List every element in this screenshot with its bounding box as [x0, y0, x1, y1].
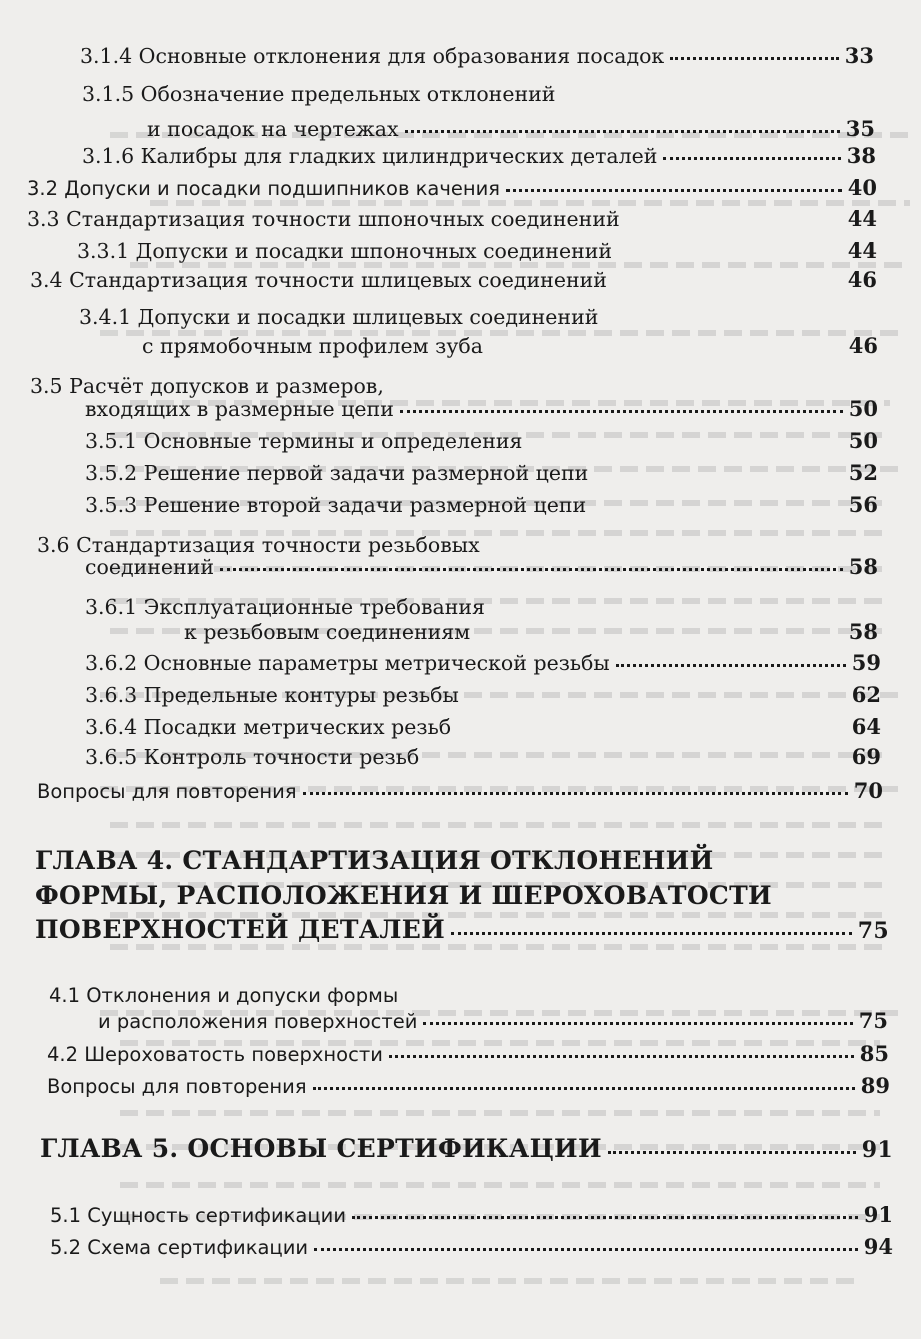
toc-entry[interactable] [27, 208, 877, 230]
toc-entry-page: 52 [848, 460, 878, 485]
dot-leader [608, 1151, 856, 1154]
toc-entry[interactable] [40, 1136, 893, 1161]
toc-entry-title: и расположения поверхностей [98, 1010, 418, 1033]
toc-entry-title: 3.2 Допуски и посадки подшипников качения [27, 177, 501, 200]
toc-entry[interactable] [85, 684, 881, 706]
toc-entry[interactable] [147, 118, 875, 140]
toc-entry[interactable] [85, 462, 878, 484]
toc-entry[interactable] [27, 177, 877, 199]
toc-entry[interactable] [98, 1010, 888, 1032]
chapter-heading: ПОВЕРХНОСТЕЙ ДЕТАЛЕЙ [35, 915, 446, 944]
toc-entry-title: 3.4 Стандартизация точности шлицевых соединений [30, 268, 607, 292]
dot-leader [400, 410, 843, 413]
toc-entry-title: 4.2 Шероховатость поверхности [47, 1043, 383, 1066]
chapter-heading: ГЛАВА 4. СТАНДАРТИЗАЦИЯ ОТКЛОНЕНИЙ [35, 846, 714, 875]
toc-entry-title: 3.5.3 Решение второй задачи размерной цепи [85, 493, 587, 517]
toc-entry-page: 69 [851, 744, 881, 769]
toc-entry-page: 58 [848, 619, 878, 644]
toc-entry[interactable] [85, 652, 881, 674]
toc-entry[interactable] [80, 45, 874, 67]
toc-entry-title: 3.6.4 Посадки метрических резьб [85, 715, 452, 739]
toc-entry[interactable] [47, 1043, 889, 1065]
toc-entry-title: 4.1 Отклонения и допуски формы [49, 984, 399, 1007]
dot-leader [451, 932, 852, 935]
toc-entry[interactable] [142, 335, 878, 357]
chapter-heading: ГЛАВА 5. ОСНОВЫ СЕРТИФИКАЦИИ [40, 1134, 602, 1163]
dot-leader [663, 157, 840, 160]
dot-leader [303, 792, 848, 795]
toc-entry-page: 50 [848, 428, 878, 453]
toc-entry[interactable] [85, 398, 878, 420]
dot-leader [506, 189, 842, 192]
toc-entry-title: с прямобочным профилем зуба [142, 334, 483, 358]
dot-leader [423, 1022, 852, 1025]
toc-entry-page: 38 [846, 143, 876, 168]
dot-leader [313, 1087, 855, 1090]
toc-entry[interactable] [85, 430, 878, 452]
toc-entry-page: 44 [847, 206, 877, 231]
toc-entry-page: 44 [847, 238, 877, 263]
toc-entry-page: 75 [857, 918, 889, 944]
toc-entry-page: 64 [851, 714, 881, 739]
toc-entry-title: 3.6.3 Предельные контуры резьбы [85, 683, 459, 707]
toc-entry-page: 62 [851, 682, 881, 707]
dot-leader [616, 664, 846, 667]
toc-entry[interactable] [30, 269, 877, 291]
dot-leader [670, 57, 839, 60]
toc-entry[interactable] [47, 1075, 890, 1097]
toc-entry-page: 59 [851, 650, 881, 675]
toc-entry-title: 3.1.6 Калибры для гладких цилиндрических деталей [82, 144, 658, 168]
toc-entry-page: 33 [844, 43, 874, 68]
toc-entry-title: 3.5.1 Основные термины и определения [85, 429, 523, 453]
toc-entry-page: 70 [853, 778, 883, 803]
toc-entry-page: 91 [861, 1137, 893, 1163]
dot-leader [352, 1216, 858, 1219]
toc-entry-title: 3.6 Стандартизация точности резьбовых [37, 533, 480, 557]
toc-entry-title: 3.3.1 Допуски и посадки шпоночных соединений [77, 239, 613, 263]
toc-entry[interactable] [85, 494, 878, 516]
chapter-heading: ФОРМЫ, РАСПОЛОЖЕНИЯ И ШЕРОХОВАТОСТИ [35, 881, 772, 910]
dot-leader [405, 130, 840, 133]
toc-entry-title: 3.6.1 Эксплуатационные требования [85, 595, 485, 619]
toc-entry-page: 91 [863, 1202, 893, 1227]
toc-entry-page: 35 [845, 116, 875, 141]
dot-leader [314, 1248, 858, 1251]
toc-entry-page: 85 [859, 1041, 889, 1066]
toc-entry-page: 56 [848, 492, 878, 517]
toc-entry[interactable] [184, 621, 878, 643]
toc-entry[interactable] [85, 746, 881, 768]
toc-entry-title: 3.5 Расчёт допусков и размеров, [30, 374, 384, 398]
toc-entry[interactable] [50, 1236, 893, 1258]
toc-entry-title: 3.5.2 Решение первой задачи размерной цепи [85, 461, 589, 485]
toc-entry-title: соединений [85, 555, 215, 579]
toc-entry[interactable] [85, 556, 878, 578]
toc-entry-page: 75 [858, 1008, 888, 1033]
toc-entry-title: к резьбовым соединениям [184, 620, 471, 644]
toc-entry-title: Вопросы для повторения [47, 1075, 307, 1098]
toc-entry-title: 3.1.4 Основные отклонения для образования посадок [80, 44, 665, 68]
toc-entry-page: 40 [847, 175, 877, 200]
toc-entry-title: 3.6.5 Контроль точности резьб [85, 745, 420, 769]
toc-entry[interactable] [85, 716, 881, 738]
toc-entry-page: 50 [848, 396, 878, 421]
toc-entry-title: 3.6.2 Основные параметры метрической резьбы [85, 651, 610, 675]
toc-entry[interactable] [35, 917, 889, 942]
toc-entry-page: 46 [848, 333, 878, 358]
toc-entry-title: 3.3 Стандартизация точности шпоночных соединений [27, 207, 620, 231]
toc-entry-title: 3.1.5 Обозначение предельных отклонений [82, 82, 556, 106]
toc-entry-title: Вопросы для повторения [37, 780, 297, 803]
toc-entry-page: 46 [847, 267, 877, 292]
toc-entry[interactable] [50, 1204, 893, 1226]
toc-entry-title: и посадок на чертежах [147, 117, 399, 141]
toc-entry[interactable] [77, 240, 877, 262]
toc-entry-page: 58 [848, 554, 878, 579]
toc-entry-page: 94 [863, 1234, 893, 1259]
toc-entry-title: 3.4.1 Допуски и посадки шлицевых соединений [79, 305, 599, 329]
toc-entry-title: входящих в размерные цепи [85, 397, 394, 421]
dot-leader [389, 1055, 854, 1058]
toc-entry-title: 5.2 Схема сертификации [50, 1236, 309, 1259]
toc-entry[interactable] [82, 145, 876, 167]
toc-entry[interactable] [37, 780, 883, 802]
dot-leader [220, 568, 843, 571]
toc-entry-page: 89 [860, 1073, 890, 1098]
toc-entry-title: 5.1 Сущность сертификации [50, 1204, 347, 1227]
